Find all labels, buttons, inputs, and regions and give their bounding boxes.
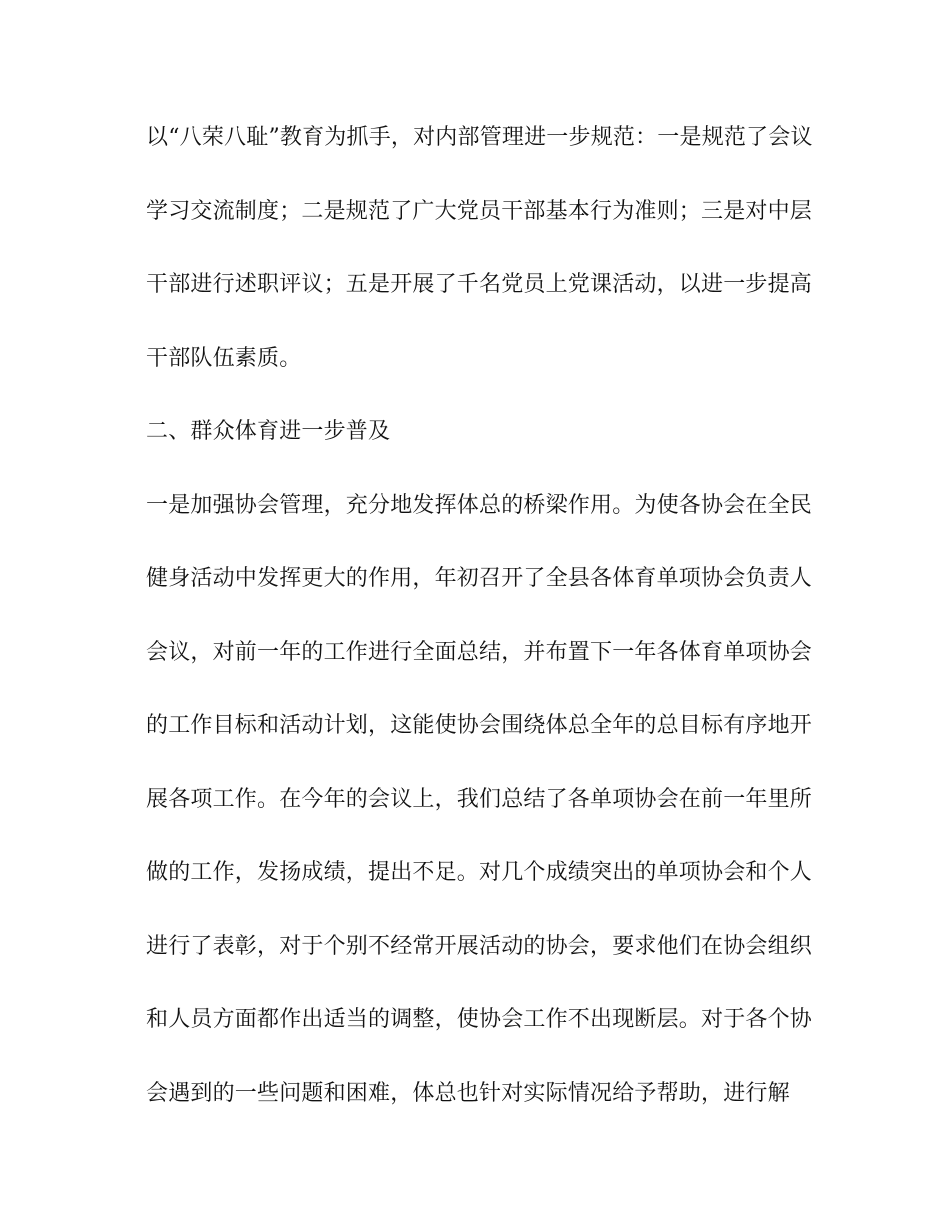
section-heading: 二、群众体育进一步普及 xyxy=(146,419,391,444)
paragraph-line-8: 会议，对前一年的工作进行全面总结，并布置下一年各体育单项协会 xyxy=(146,639,813,665)
paragraph-line-11: 做的工作，发扬成绩，提出不足。对几个成绩突出的单项协会和个人 xyxy=(146,860,813,885)
paragraph-line-10: 展各项工作。在今年的会议上，我们总结了各单项协会在前一年里所 xyxy=(146,786,813,812)
paragraph-line-14: 会遇到的一些问题和困难，体总也针对实际情况给予帮助，进行解 xyxy=(146,1080,790,1106)
paragraph-line-3: 干部进行述职评议；五是开展了千名党员上党课活动，以进一步提高 xyxy=(146,272,813,297)
paragraph-line-7: 健身活动中发挥更大的作用，年初召开了全县各体育单项协会负责人 xyxy=(146,566,813,591)
paragraph-line-1: 以“八荣八耻”教育为抓手，对内部管理进一步规范：一是规范了会议 xyxy=(146,125,813,150)
document-body xyxy=(146,118,813,1147)
paragraph-line-12: 进行了表彰，对于个别不经常开展活动的协会，要求他们在协会组织 xyxy=(146,933,813,959)
paragraph-line-6: 一是加强协会管理，充分地发挥体总的桥梁作用。为使各协会在全民 xyxy=(146,492,813,518)
paragraph-line-13: 和人员方面都作出适当的调整，使协会工作不出现断层。对于各个协 xyxy=(146,1007,813,1032)
paragraph-line-4: 干部队伍素质。 xyxy=(146,345,302,371)
paragraph-line-9: 的工作目标和活动计划，这能使协会围绕体总全年的总目标有序地开 xyxy=(146,713,813,738)
paragraph-line-2: 学习交流制度；二是规范了广大党员干部基本行为准则；三是对中层 xyxy=(146,198,813,224)
